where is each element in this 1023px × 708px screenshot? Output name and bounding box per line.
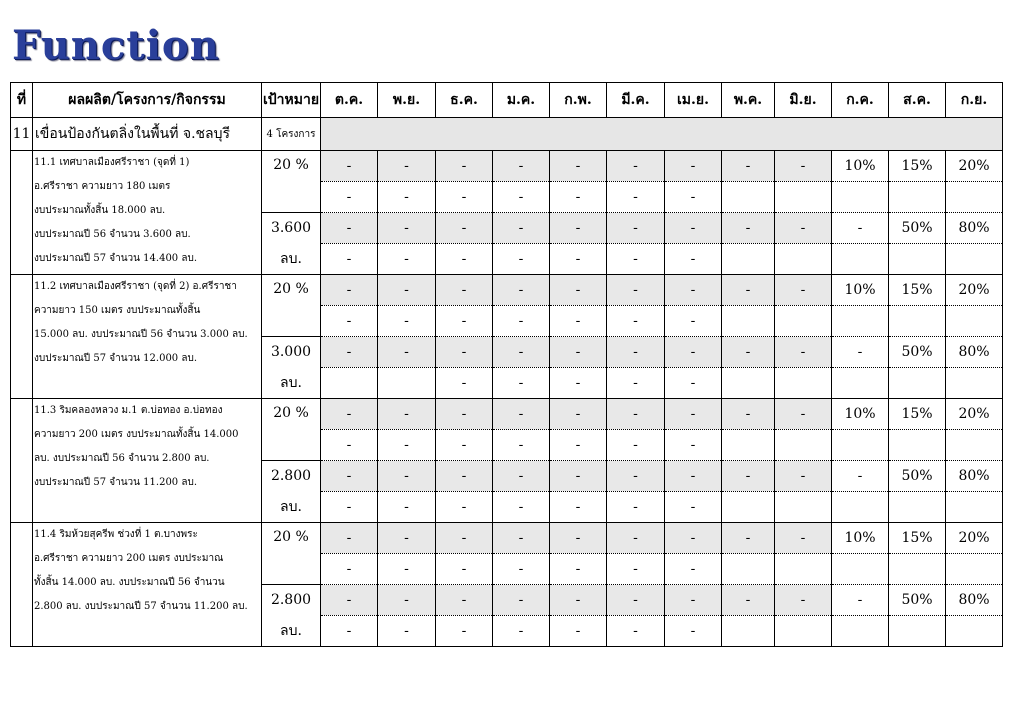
- month-cell: [889, 492, 946, 523]
- month-cell: -: [493, 616, 550, 647]
- month-cell: -: [436, 368, 493, 399]
- month-cell: -: [607, 585, 665, 616]
- month-cell: [946, 368, 1003, 399]
- month-cell: [775, 492, 832, 523]
- month-cell: -: [321, 244, 378, 275]
- month-cell: -: [436, 306, 493, 337]
- target-unit: ลบ.: [262, 244, 321, 275]
- month-cell: [946, 430, 1003, 461]
- month-cell: 15%: [889, 399, 946, 430]
- month-cell: 20%: [946, 399, 1003, 430]
- month-cell: -: [493, 523, 550, 554]
- month-cell: 50%: [889, 585, 946, 616]
- month-cell: [832, 244, 889, 275]
- section-number: 11: [11, 118, 33, 151]
- month-cell: -: [550, 337, 607, 368]
- month-cell: 50%: [889, 461, 946, 492]
- month-cell: -: [436, 616, 493, 647]
- month-cell: -: [665, 213, 722, 244]
- month-cell: -: [665, 399, 722, 430]
- month-cell: -: [832, 337, 889, 368]
- month-cell: -: [321, 554, 378, 585]
- header-month: พ.ค.: [722, 83, 775, 118]
- table-row: [11, 399, 1003, 430]
- month-cell: -: [665, 554, 722, 585]
- month-cell: [946, 182, 1003, 213]
- month-cell: -: [378, 585, 436, 616]
- table-row: [11, 275, 1003, 306]
- month-cell: -: [722, 399, 775, 430]
- month-cell: -: [665, 275, 722, 306]
- month-cell: -: [378, 616, 436, 647]
- section-target: 4 โครงการ: [262, 118, 321, 151]
- month-cell: -: [321, 337, 378, 368]
- project-description-line: 11.3 ริมคลองหลวง ม.1 ต.บ่อทอง อ.บ่อทอง: [34, 405, 223, 416]
- month-cell: -: [493, 151, 550, 182]
- month-cell: -: [378, 244, 436, 275]
- month-cell: [722, 616, 775, 647]
- month-cell: -: [493, 492, 550, 523]
- header-month: มิ.ย.: [775, 83, 832, 118]
- month-cell: -: [550, 151, 607, 182]
- month-cell: -: [607, 182, 665, 213]
- target-percent: 20 %: [262, 523, 321, 585]
- month-cell: -: [607, 461, 665, 492]
- month-cell: -: [607, 523, 665, 554]
- month-cell: -: [665, 337, 722, 368]
- month-cell: -: [722, 213, 775, 244]
- month-cell: 10%: [832, 523, 889, 554]
- target-amount: 3.000: [262, 337, 321, 368]
- month-cell: [832, 492, 889, 523]
- month-cell: [775, 554, 832, 585]
- month-cell: [378, 368, 436, 399]
- month-cell: -: [832, 213, 889, 244]
- month-cell: [889, 244, 946, 275]
- month-cell: -: [550, 492, 607, 523]
- project-description-line: งบประมาณปี 56 จำนวน 3.600 ลบ.: [34, 229, 191, 240]
- header-month: ก.ค.: [832, 83, 889, 118]
- month-cell: -: [378, 492, 436, 523]
- month-cell: -: [550, 461, 607, 492]
- project-description-line: ความยาว 150 เมตร งบประมาณทั้งสิ้น: [34, 305, 201, 316]
- month-cell: [775, 430, 832, 461]
- month-cell: -: [665, 616, 722, 647]
- month-cell: -: [321, 275, 378, 306]
- month-cell: -: [378, 151, 436, 182]
- header-no: ที่: [11, 83, 33, 118]
- month-cell: -: [436, 399, 493, 430]
- section-title: เขื่อนป้องกันตลิ่งในพื้นที่ จ.ชลบุรี: [33, 118, 262, 151]
- month-cell: -: [550, 585, 607, 616]
- month-cell: [832, 182, 889, 213]
- month-cell: [775, 616, 832, 647]
- month-cell: [946, 244, 1003, 275]
- month-cell: [946, 616, 1003, 647]
- project-number-cell: [11, 523, 33, 647]
- month-cell: 10%: [832, 275, 889, 306]
- header-month: พ.ย.: [378, 83, 436, 118]
- month-cell: -: [550, 430, 607, 461]
- month-cell: -: [607, 368, 665, 399]
- target-percent: 20 %: [262, 399, 321, 461]
- project-description-line: อ.ศรีราชา ความยาว 180 เมตร: [34, 181, 171, 192]
- month-cell: -: [493, 461, 550, 492]
- header-month: ก.พ.: [550, 83, 607, 118]
- project-description-line: 11.2 เทศบาลเมืองศรีราชา (จุดที่ 2) อ.ศรีราชา: [34, 281, 237, 292]
- month-cell: [775, 368, 832, 399]
- month-cell: -: [722, 523, 775, 554]
- month-cell: -: [607, 554, 665, 585]
- month-cell: -: [436, 523, 493, 554]
- month-cell: -: [665, 244, 722, 275]
- project-description-line: 15.000 ลบ. งบประมาณปี 56 จำนวน 3.000 ลบ.: [34, 329, 248, 340]
- month-cell: 15%: [889, 151, 946, 182]
- month-cell: -: [436, 182, 493, 213]
- target-unit: ลบ.: [262, 492, 321, 523]
- month-cell: -: [378, 430, 436, 461]
- month-cell: 15%: [889, 275, 946, 306]
- month-cell: 20%: [946, 275, 1003, 306]
- month-cell: 10%: [832, 151, 889, 182]
- month-cell: [775, 306, 832, 337]
- month-cell: -: [436, 337, 493, 368]
- month-cell: -: [493, 399, 550, 430]
- month-cell: [832, 554, 889, 585]
- month-cell: -: [665, 151, 722, 182]
- header-target: เป้าหมาย: [262, 83, 321, 118]
- month-cell: -: [378, 337, 436, 368]
- month-cell: -: [436, 213, 493, 244]
- month-cell: [775, 244, 832, 275]
- month-cell: 10%: [832, 399, 889, 430]
- month-cell: -: [665, 368, 722, 399]
- month-cell: [889, 430, 946, 461]
- month-cell: 20%: [946, 523, 1003, 554]
- table-row: [11, 151, 1003, 182]
- month-cell: -: [607, 306, 665, 337]
- month-cell: [832, 430, 889, 461]
- month-cell: -: [378, 399, 436, 430]
- month-cell: 80%: [946, 585, 1003, 616]
- project-number-cell: [11, 275, 33, 399]
- target-amount: 3.600: [262, 213, 321, 244]
- month-cell: [889, 554, 946, 585]
- month-cell: 80%: [946, 337, 1003, 368]
- project-number-cell: [11, 151, 33, 275]
- month-cell: -: [321, 492, 378, 523]
- month-cell: -: [665, 430, 722, 461]
- project-description-line: อ.ศรีราชา ความยาว 200 เมตร งบประมาณ: [34, 553, 224, 564]
- header-month: เม.ย.: [665, 83, 722, 118]
- month-cell: [321, 368, 378, 399]
- month-cell: -: [436, 430, 493, 461]
- month-cell: [832, 368, 889, 399]
- month-cell: [722, 306, 775, 337]
- month-cell: -: [665, 306, 722, 337]
- month-cell: -: [550, 523, 607, 554]
- month-cell: -: [321, 306, 378, 337]
- month-cell: -: [607, 492, 665, 523]
- month-cell: -: [321, 151, 378, 182]
- month-cell: -: [775, 151, 832, 182]
- month-cell: -: [493, 585, 550, 616]
- month-cell: [889, 616, 946, 647]
- month-cell: [722, 182, 775, 213]
- month-cell: -: [321, 585, 378, 616]
- month-cell: -: [775, 399, 832, 430]
- project-description-line: ทั้งสิ้น 14.000 ลบ. งบประมาณปี 56 จำนวน: [34, 577, 225, 588]
- month-cell: -: [832, 585, 889, 616]
- month-cell: -: [493, 337, 550, 368]
- month-cell: -: [550, 182, 607, 213]
- month-cell: -: [722, 275, 775, 306]
- month-cell: -: [321, 182, 378, 213]
- header-month: ก.ย.: [946, 83, 1003, 118]
- month-cell: -: [607, 151, 665, 182]
- project-description-line: ความยาว 200 เมตร งบประมาณทั้งสิ้น 14.000: [34, 429, 239, 440]
- month-cell: -: [378, 213, 436, 244]
- project-description-line: 11.1 เทศบาลเมืองศรีราชา (จุดที่ 1): [34, 157, 190, 168]
- project-description-line: ลบ. งบประมาณปี 56 จำนวน 2.800 ลบ.: [34, 453, 210, 464]
- month-cell: -: [665, 492, 722, 523]
- header-month: ส.ค.: [889, 83, 946, 118]
- month-cell: -: [493, 244, 550, 275]
- month-cell: [946, 492, 1003, 523]
- month-cell: -: [378, 461, 436, 492]
- month-cell: [889, 306, 946, 337]
- target-amount: 2.800: [262, 585, 321, 616]
- month-cell: -: [321, 616, 378, 647]
- month-cell: -: [722, 337, 775, 368]
- month-cell: -: [550, 275, 607, 306]
- month-cell: -: [436, 275, 493, 306]
- target-percent: 20 %: [262, 151, 321, 213]
- month-cell: -: [378, 275, 436, 306]
- project-description-line: 11.4 ริมห้วยสุครีพ ช่วงที่ 1 ต.บางพระ: [34, 529, 198, 540]
- project-description: [33, 399, 262, 523]
- project-description-line: งบประมาณปี 57 จำนวน 12.000 ลบ.: [34, 353, 197, 364]
- project-description-line: 2.800 ลบ. งบประมาณปี 57 จำนวน 11.200 ลบ.: [34, 601, 248, 612]
- month-cell: -: [378, 554, 436, 585]
- month-cell: -: [321, 430, 378, 461]
- month-cell: -: [607, 275, 665, 306]
- project-description-line: งบประมาณปี 57 จำนวน 14.400 ลบ.: [34, 253, 197, 264]
- project-description: [33, 151, 262, 275]
- month-cell: -: [775, 337, 832, 368]
- month-cell: -: [550, 616, 607, 647]
- month-cell: 15%: [889, 523, 946, 554]
- month-cell: -: [378, 306, 436, 337]
- month-cell: -: [832, 461, 889, 492]
- month-cell: 80%: [946, 461, 1003, 492]
- month-cell: [946, 306, 1003, 337]
- month-cell: 50%: [889, 337, 946, 368]
- month-cell: -: [493, 430, 550, 461]
- month-cell: -: [665, 182, 722, 213]
- month-cell: [722, 492, 775, 523]
- month-cell: -: [493, 306, 550, 337]
- month-cell: -: [775, 275, 832, 306]
- header-month: ธ.ค.: [436, 83, 493, 118]
- month-cell: -: [665, 523, 722, 554]
- month-cell: -: [775, 213, 832, 244]
- project-description: [33, 275, 262, 399]
- month-cell: -: [321, 213, 378, 244]
- month-cell: 20%: [946, 151, 1003, 182]
- header-month: มี.ค.: [607, 83, 665, 118]
- header-activity: ผลผลิต/โครงการ/กิจกรรม: [33, 83, 262, 118]
- header-month: ต.ค.: [321, 83, 378, 118]
- month-cell: -: [550, 368, 607, 399]
- month-cell: -: [607, 244, 665, 275]
- target-amount: 2.800: [262, 461, 321, 492]
- plan-table: [10, 82, 1003, 647]
- month-cell: -: [378, 523, 436, 554]
- project-number-cell: [11, 399, 33, 523]
- section-fill: [321, 118, 1003, 151]
- month-cell: [722, 554, 775, 585]
- month-cell: -: [665, 585, 722, 616]
- month-cell: -: [436, 585, 493, 616]
- month-cell: -: [493, 554, 550, 585]
- table-row: [11, 523, 1003, 554]
- month-cell: -: [321, 523, 378, 554]
- month-cell: -: [436, 151, 493, 182]
- month-cell: -: [436, 554, 493, 585]
- target-percent: 20 %: [262, 275, 321, 337]
- month-cell: -: [607, 213, 665, 244]
- month-cell: -: [607, 430, 665, 461]
- month-cell: 50%: [889, 213, 946, 244]
- month-cell: -: [550, 244, 607, 275]
- header-month: ม.ค.: [493, 83, 550, 118]
- month-cell: -: [550, 213, 607, 244]
- month-cell: -: [321, 399, 378, 430]
- month-cell: -: [722, 461, 775, 492]
- month-cell: -: [493, 368, 550, 399]
- month-cell: -: [436, 461, 493, 492]
- month-cell: -: [493, 213, 550, 244]
- month-cell: [889, 368, 946, 399]
- month-cell: -: [775, 461, 832, 492]
- month-cell: -: [321, 461, 378, 492]
- month-cell: -: [436, 492, 493, 523]
- header-row: [11, 83, 1003, 118]
- month-cell: -: [378, 182, 436, 213]
- month-cell: [889, 182, 946, 213]
- month-cell: -: [722, 151, 775, 182]
- section-row: [11, 118, 1003, 151]
- target-unit: ลบ.: [262, 368, 321, 399]
- project-description: [33, 523, 262, 647]
- month-cell: -: [493, 182, 550, 213]
- month-cell: -: [665, 461, 722, 492]
- month-cell: -: [607, 399, 665, 430]
- month-cell: -: [493, 275, 550, 306]
- month-cell: [722, 368, 775, 399]
- month-cell: -: [607, 616, 665, 647]
- month-cell: [832, 616, 889, 647]
- month-cell: -: [607, 337, 665, 368]
- month-cell: [832, 306, 889, 337]
- project-description-line: งบประมาณทั้งสิ้น 18.000 ลบ.: [34, 205, 166, 216]
- month-cell: [946, 554, 1003, 585]
- page-title: Function: [12, 22, 220, 69]
- month-cell: -: [775, 523, 832, 554]
- month-cell: -: [550, 306, 607, 337]
- month-cell: -: [550, 399, 607, 430]
- month-cell: -: [436, 244, 493, 275]
- month-cell: -: [775, 585, 832, 616]
- target-unit: ลบ.: [262, 616, 321, 647]
- month-cell: [775, 182, 832, 213]
- month-cell: [722, 244, 775, 275]
- month-cell: -: [722, 585, 775, 616]
- month-cell: -: [550, 554, 607, 585]
- month-cell: [722, 430, 775, 461]
- project-description-line: งบประมาณปี 57 จำนวน 11.200 ลบ.: [34, 477, 197, 488]
- month-cell: 80%: [946, 213, 1003, 244]
